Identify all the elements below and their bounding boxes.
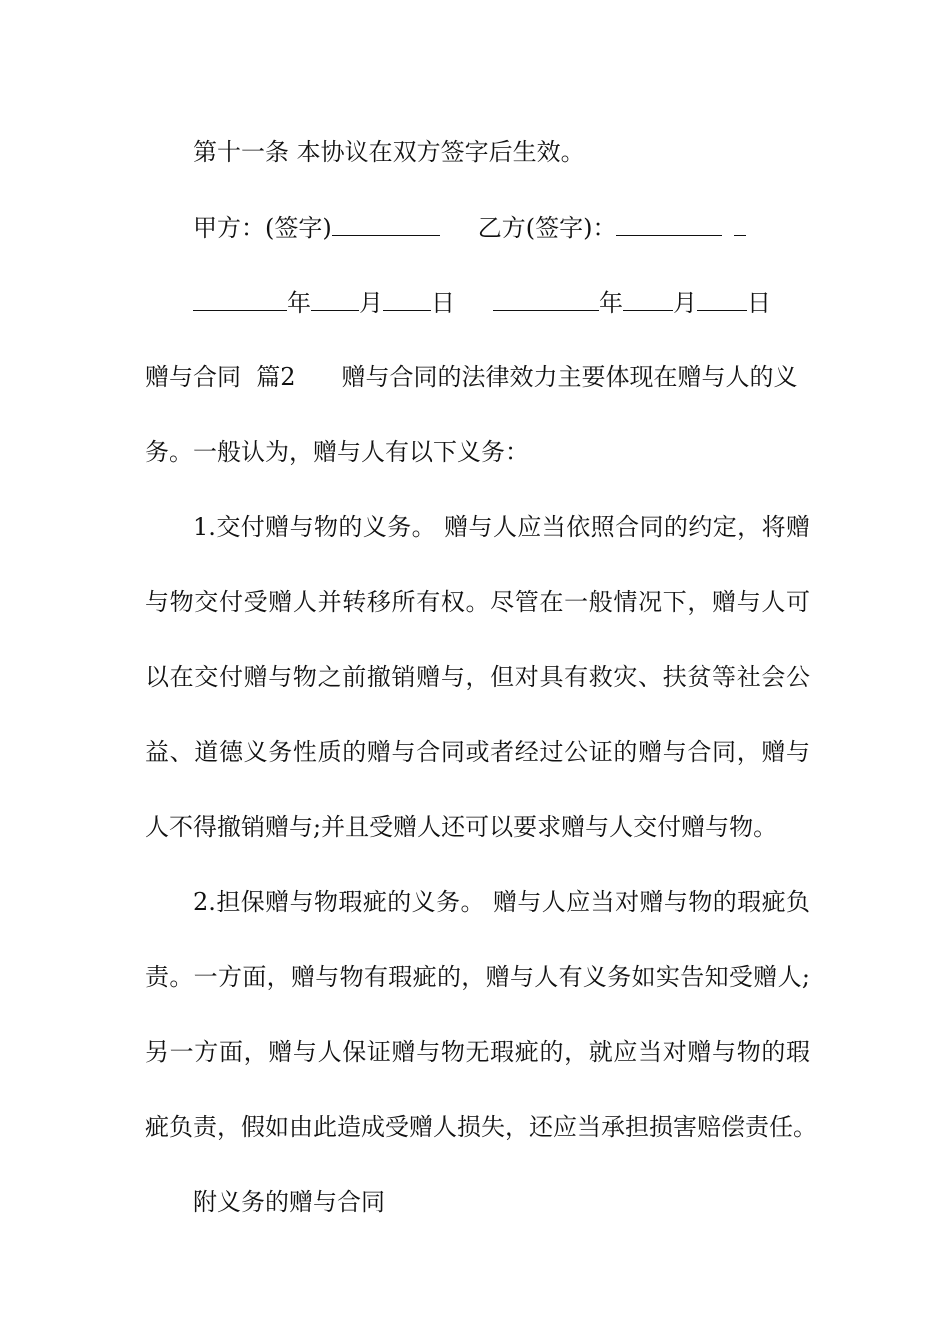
obligation-heading: 附义务的赠与合同 [193, 1188, 385, 1216]
section2-intro-2: 务。一般认为，赠与人有以下义务： [145, 438, 529, 466]
party-b-blank [616, 211, 722, 236]
b-day-label: 日 [747, 289, 771, 317]
party-b-label: 乙方(签字)： [477, 214, 617, 242]
item1-line-4: 益、道德义务性质的赠与合同或者经过公证的赠与合同，赠与 [145, 738, 810, 766]
item1-line-5: 人不得撤销赠与;并且受赠人还可以要求赠与人交付赠与物。 [145, 813, 778, 841]
article-11: 第十一条 本协议在双方签字后生效。 [193, 138, 585, 166]
a-day-label: 日 [431, 289, 455, 317]
date-row [193, 286, 810, 319]
item2-line-2: 责。一方面，赠与物有瑕疵的，赠与人有义务如实告知受赠人; [145, 963, 810, 991]
item1-line-1: 1.交付赠与物的义务。 赠与人应当依照合同的约定，将赠 [193, 513, 810, 541]
section2-heading: 赠与合同 篇2 [145, 363, 296, 391]
section2-first-line [145, 361, 810, 393]
party-a-label: 甲方：(签字) [193, 214, 332, 242]
item1-line-3: 以在交付赠与物之前撤销赠与，但对具有救灾、扶贫等社会公 [145, 663, 810, 691]
a-year-label: 年 [287, 289, 311, 317]
signature-row [193, 211, 810, 244]
a-month-label: 月 [359, 289, 383, 317]
a-day-blank [383, 286, 431, 311]
b-year-label: 年 [599, 289, 623, 317]
party-a-blank [332, 211, 440, 236]
a-year-blank [193, 286, 287, 311]
b-year-blank [493, 286, 599, 311]
section2-intro-1: 赠与合同的法律效力主要体现在赠与人的义 [341, 363, 798, 391]
a-month-blank [311, 286, 359, 311]
item2-line-3: 另一方面，赠与人保证赠与物无瑕疵的，就应当对赠与物的瑕 [145, 1038, 810, 1066]
b-month-label: 月 [673, 289, 697, 317]
item2-line-1: 2.担保赠与物瑕疵的义务。 赠与人应当对赠与物的瑕疵负 [193, 888, 810, 916]
party-b-blank-tail [734, 211, 746, 236]
item2-line-4: 疵负责，假如由此造成受赠人损失，还应当承担损害赔偿责任。 [145, 1113, 817, 1141]
b-month-blank [623, 286, 673, 311]
b-day-blank [697, 286, 747, 311]
item1-line-2: 与物交付受赠人并转移所有权。尽管在一般情况下，赠与人可 [145, 588, 810, 616]
